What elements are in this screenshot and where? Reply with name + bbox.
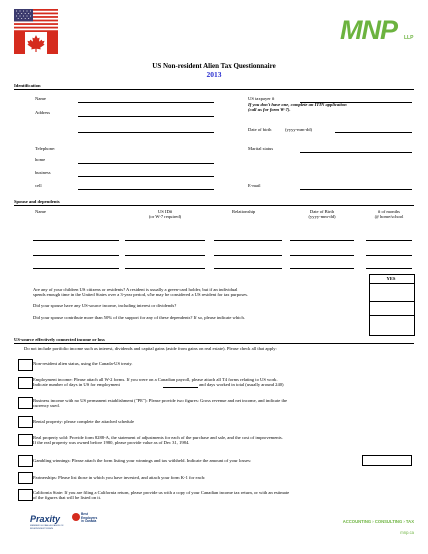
- praxity-logo-sub: MEMBER GLOBAL ALLIANCE OF INDEPENDENT FIRMS: [30, 525, 64, 530]
- address-label: Address: [35, 110, 51, 115]
- itin-note-2: (call us for form W-7).: [248, 107, 291, 112]
- checkbox-california[interactable]: [18, 489, 33, 501]
- mnp-logo-text: MNP: [340, 15, 397, 45]
- address-field-2[interactable]: [78, 132, 214, 133]
- page-title: US Non-resident Alien Tax Questionnaire: [152, 62, 276, 70]
- home-phone-field[interactable]: [78, 163, 214, 164]
- col-usid: US ID#: [157, 209, 173, 214]
- dependent-field[interactable]: [290, 268, 354, 269]
- email-field[interactable]: [300, 189, 412, 190]
- footer-url[interactable]: mnp.ca: [400, 530, 414, 535]
- dependent-field[interactable]: [366, 240, 412, 241]
- identification-heading: Identification: [14, 83, 41, 88]
- spouse-income-question: Did your spouse have any US-source income, including interest or dividends?: [33, 303, 177, 308]
- email-label: E-mail: [248, 183, 261, 188]
- checkbox-employment[interactable]: [18, 377, 33, 389]
- divider: [14, 89, 414, 90]
- checkbox-partnerships[interactable]: [18, 472, 33, 484]
- business-phone-field[interactable]: [78, 176, 214, 177]
- gambling-losses-field[interactable]: [362, 455, 412, 466]
- us-source-heading: US-source effectively connected income or loss: [14, 337, 105, 342]
- praxity-logo-text: Praxity: [30, 514, 61, 524]
- dependent-field[interactable]: [33, 255, 119, 256]
- item-california: California State: If you are filing a California return, please provide us with a copy of your Canadian income tax return, or with an estimate: [33, 490, 290, 495]
- checkbox-business[interactable]: [18, 397, 33, 409]
- dob-format: (yyyy-mm-dd): [285, 127, 313, 132]
- mnp-logo: [340, 15, 416, 45]
- col-usid-sub: (or W-7 required): [148, 214, 182, 219]
- dependent-field[interactable]: [33, 268, 119, 269]
- best-employers-logo: [72, 513, 98, 535]
- yes-checkbox-spouse-income[interactable]: [370, 301, 413, 315]
- page-year: 2013: [206, 70, 222, 79]
- dependent-field[interactable]: [366, 268, 412, 269]
- us-flag-icon: [14, 9, 58, 32]
- col-relationship: Relationship: [232, 209, 256, 214]
- canada-flag-icon: [14, 32, 58, 54]
- item-non-resident: Non-resident alien status, using the Canada-US treaty.: [33, 361, 133, 366]
- col-name: Name: [35, 209, 46, 214]
- dependent-field[interactable]: [290, 240, 354, 241]
- us-source-intro: Do not include portfolio income such as interest, dividends and capital gains (aside from gains on real estate). Please check all that apply:: [24, 346, 277, 351]
- col-dob: Date of Birth: [309, 209, 335, 214]
- name-field[interactable]: [78, 102, 214, 103]
- itin-note: If you don't have one, complete an ITIN application: [248, 102, 347, 107]
- dependent-field[interactable]: [125, 255, 205, 256]
- business-phone-label: business: [35, 170, 51, 175]
- us-taxpayer-label: US taxpayer #: [248, 96, 275, 101]
- dependent-field[interactable]: [290, 255, 354, 256]
- divider: [14, 343, 414, 344]
- item-business-2: currency used.: [33, 403, 60, 408]
- best-employers-text: Best Employers in Canada: [81, 512, 98, 524]
- item-real-property-2: If the real property was owned before 1980, please provide value as of Dec 31, 1984.: [33, 440, 190, 445]
- cell-phone-label: cell: [35, 183, 42, 188]
- divider: [14, 205, 414, 206]
- item-employment-days: Indicate number of days in US for employment: [33, 382, 120, 387]
- praxity-logo: [30, 514, 70, 536]
- employment-days-field[interactable]: [163, 387, 198, 388]
- dependent-field[interactable]: [214, 240, 282, 241]
- children-question: Are any of your children US citizens or residents? A resident is usually a green-card holder, but if an individual: [33, 287, 238, 292]
- item-california-2: of the figures that will be listed on it.: [33, 495, 102, 500]
- item-business: Business income with no US permanent establishment ("PE"): Please provide two figures: Gross revenue and net income, and indicate the: [33, 398, 288, 403]
- footer-tagline: ACCOUNTING › CONSULTING › TAX: [342, 519, 414, 524]
- yes-checkbox-spouse-support[interactable]: [370, 315, 413, 334]
- telephone-label: Telephone:: [35, 146, 56, 151]
- dependent-field[interactable]: [214, 255, 282, 256]
- item-employment: Employment income: Please attach all W-2 forms. If you were on a Canadian payroll, please attach all T4 forms relating to US work.: [33, 377, 278, 382]
- yes-checkbox-children[interactable]: [370, 283, 413, 301]
- address-field-1[interactable]: [78, 116, 214, 117]
- marital-label: Marital status: [248, 146, 274, 151]
- checkbox-rental[interactable]: [18, 416, 33, 428]
- home-phone-label: home: [35, 157, 46, 162]
- col-months: # of months: [378, 209, 400, 214]
- col-months-sub: @ home/school: [374, 214, 404, 219]
- marital-field[interactable]: [300, 152, 412, 153]
- children-question-2: spends enough time in the United States over a 3-year period, s/he may be considered a US resident for tax purposes.: [33, 292, 249, 297]
- item-real-property: Real property sold: Provide form 8288-A, the statement of adjustments for each of the purchase and sale, and the cost of improvements.: [33, 435, 283, 440]
- dependent-field[interactable]: [366, 255, 412, 256]
- dependent-field[interactable]: [33, 240, 119, 241]
- yes-label: YES: [386, 276, 396, 281]
- item-partnerships: Partnerships: Please list those in which you have invested, and attach your form K-1 for each:: [33, 475, 206, 480]
- cell-phone-field[interactable]: [78, 189, 214, 190]
- item-gambling: Gambling winnings: Please attach the form listing your winnings and tax withheld. Indicate the amount of your losses:: [33, 458, 252, 463]
- mnp-logo-llp: LLP: [404, 35, 414, 41]
- checkbox-non-resident[interactable]: [18, 359, 33, 371]
- spouse-support-question: Did your spouse contribute more than 50% of the support for any of these dependents? If so, please indicate which.: [33, 315, 245, 320]
- spouse-heading: Spouse and dependents: [14, 199, 60, 204]
- dob-field[interactable]: [335, 132, 412, 133]
- item-employment-total: and days worked in total (usually around 240): [199, 382, 284, 387]
- name-label: Name: [35, 96, 46, 101]
- checkbox-real-property[interactable]: [18, 434, 33, 446]
- dependent-field[interactable]: [125, 240, 205, 241]
- checkbox-gambling[interactable]: [18, 455, 33, 467]
- col-dob-sub: (yyyy-mm-dd): [308, 214, 336, 219]
- dependent-field[interactable]: [125, 268, 205, 269]
- dependent-field[interactable]: [214, 268, 282, 269]
- dob-label: Date of birth: [248, 127, 272, 132]
- best-employers-mark: [72, 513, 80, 521]
- item-rental: Rental property: please complete the attached schedule: [33, 419, 135, 424]
